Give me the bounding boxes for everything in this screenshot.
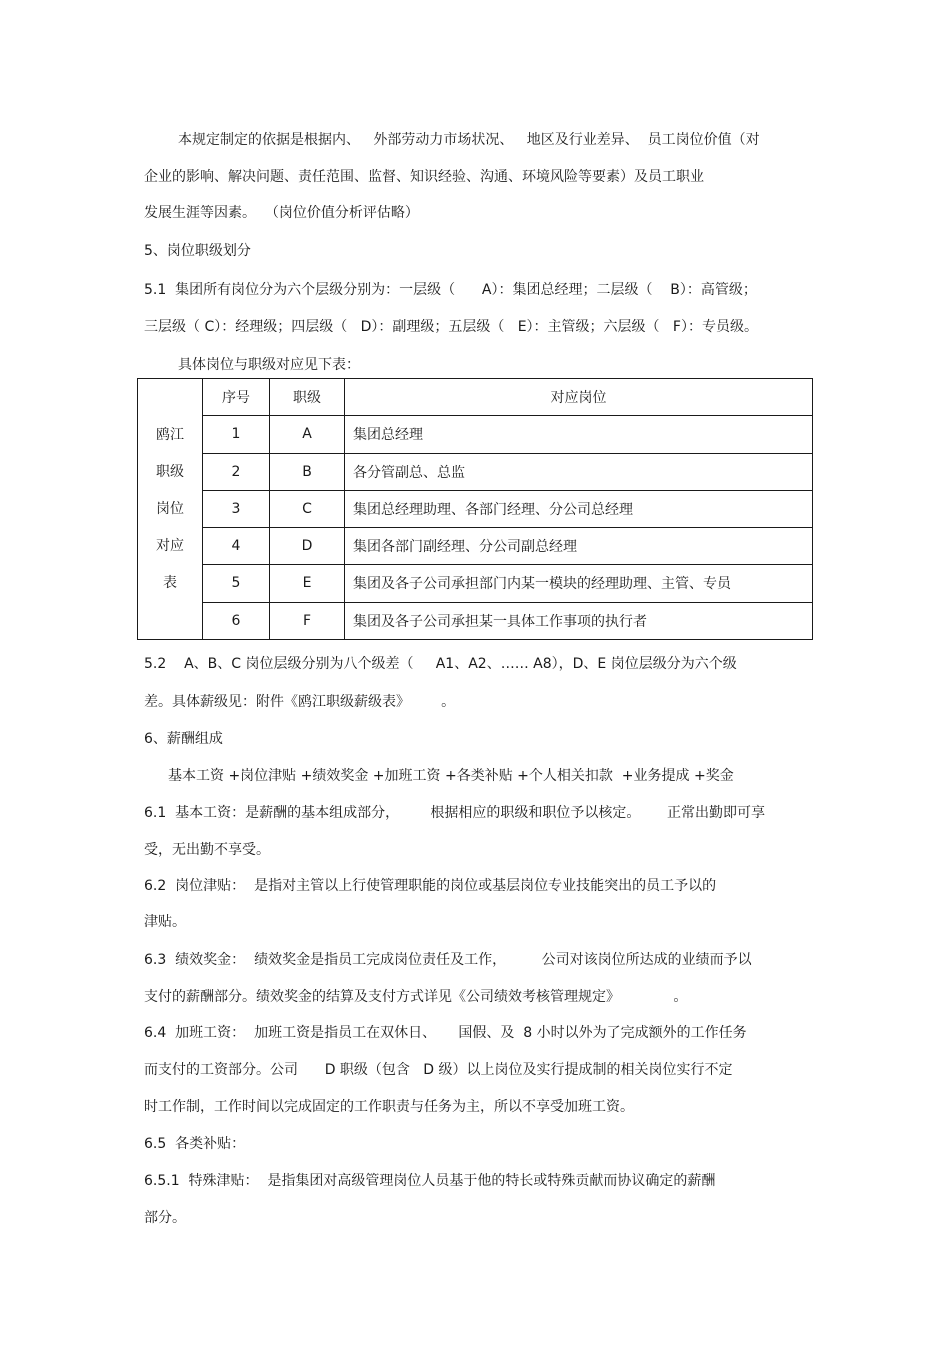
side-title-line: 表 <box>163 574 177 591</box>
paragraph-6-5-1-line1: 6.5.1 特殊津贴： 是指集团对高级管理岗位人员基于他的特长或特殊贡献而协议确定的薪酬 <box>144 1173 716 1189</box>
row-level: A <box>270 416 345 453</box>
table-row <box>138 528 813 565</box>
paragraph-6-2-line2: 津贴。 <box>144 914 186 930</box>
row-no: 2 <box>203 453 270 490</box>
row-position: 各分管副总、总监 <box>345 453 813 490</box>
paragraph-6-5: 6.5 各类补贴： <box>144 1136 246 1152</box>
row-no: 4 <box>203 528 270 565</box>
side-title-line: 对应 <box>156 537 184 554</box>
row-level: B <box>270 453 345 490</box>
row-level: D <box>270 528 345 565</box>
table-intro: 具体岗位与职级对应见下表： <box>178 357 360 373</box>
paragraph-6-5-1-line2: 部分。 <box>144 1210 186 1226</box>
grade-position-table <box>137 378 813 640</box>
paragraph-6-1-line1: 6.1 基本工资：是薪酬的基本组成部分， 根据相应的职级和职位予以核定。 正常出勤即可享 <box>144 805 766 821</box>
side-title-line: 鸥江 <box>156 426 184 443</box>
row-no: 3 <box>203 490 270 527</box>
header-level: 职级 <box>270 379 345 416</box>
section-heading-6: 6、薪酬组成 <box>144 731 223 747</box>
paragraph-6-2-line1: 6.2 岗位津贴： 是指对主管以上行使管理职能的岗位或基层岗位专业技能突出的员工予以的 <box>144 878 717 894</box>
row-position: 集团各部门副经理、分公司副总经理 <box>345 528 813 565</box>
table-row <box>138 453 813 490</box>
paragraph-5-1-line2: 三层级（ C）：经理级；四层级（ D）：副理级；五层级（ E）：主管级；六层级（ F）：专员级。 <box>144 319 758 335</box>
row-no: 1 <box>203 416 270 453</box>
table-header-row <box>138 379 813 416</box>
row-level: F <box>270 602 345 639</box>
section-heading-5: 5、岗位职级划分 <box>144 243 251 259</box>
paragraph-5-1-line1: 5.1 集团所有岗位分为六个层级分别为：一层级（ A）：集团总经理；二层级（ B）：高管级； <box>144 282 757 298</box>
row-no: 6 <box>203 602 270 639</box>
table-row <box>138 490 813 527</box>
row-position: 集团及各子公司承担某一具体工作事项的执行者 <box>345 602 813 639</box>
paragraph-6-4-line1: 6.4 加班工资： 加班工资是指员工在双休日、 国假、及 8 小时以外为了完成额外的工作任务 <box>144 1025 747 1041</box>
paragraph-6-4-line3: 时工作制，工作时间以完成固定的工作职责与任务为主，所以不享受加班工资。 <box>144 1099 634 1115</box>
table-row <box>138 565 813 602</box>
salary-formula: 基本工资 +岗位津贴 +绩效奖金 +加班工资 +各类补贴 +个人相关扣款 +业务提成 +奖金 <box>168 768 734 784</box>
paragraph-5-2-line1: 5.2 A、B、C 岗位层级分别为八个级差（ A1、A2、…… A8），D、E 岗位层级分为六个级 <box>144 656 737 672</box>
paragraph-basis-line1: 本规定制定的依据是根据内、 外部劳动力市场状况、 地区及行业差异、 员工岗位价值（对 <box>178 132 760 148</box>
paragraph-6-4-line2: 而支付的工资部分。公司 D 职级（包含 D 级）以上岗位及实行提成制的相关岗位实行不定 <box>144 1062 733 1078</box>
paragraph-6-3-line2: 支付的薪酬部分。绩效奖金的结算及支付方式详见《公司绩效考核管理规定》 。 <box>144 989 688 1005</box>
paragraph-basis-line2: 企业的影响、解决问题、责任范围、监督、知识经验、沟通、环境风险等要素）及员工职业 <box>144 169 704 185</box>
row-position: 集团总经理助理、各部门经理、分公司总经理 <box>345 490 813 527</box>
row-position: 集团总经理 <box>345 416 813 453</box>
row-no: 5 <box>203 565 270 602</box>
table-side-title <box>138 379 203 640</box>
side-title-line: 职级 <box>156 463 184 480</box>
row-position: 集团及各子公司承担部门内某一模块的经理助理、主管、专员 <box>345 565 813 602</box>
row-level: E <box>270 565 345 602</box>
table-row <box>138 602 813 639</box>
paragraph-basis-line3: 发展生涯等因素。 （岗位价值分析评估略） <box>144 205 419 221</box>
paragraph-6-3-line1: 6.3 绩效奖金： 绩效奖金是指员工完成岗位责任及工作， 公司对该岗位所达成的业绩而予以 <box>144 952 752 968</box>
header-no: 序号 <box>203 379 270 416</box>
side-title-line: 岗位 <box>156 500 184 517</box>
header-position: 对应岗位 <box>345 379 813 416</box>
row-level: C <box>270 490 345 527</box>
paragraph-5-2-line2: 差。具体薪级见：附件《鸥江职级薪级表》 。 <box>144 694 456 710</box>
table-row <box>138 416 813 453</box>
paragraph-6-1-line2: 受，无出勤不享受。 <box>144 842 270 858</box>
